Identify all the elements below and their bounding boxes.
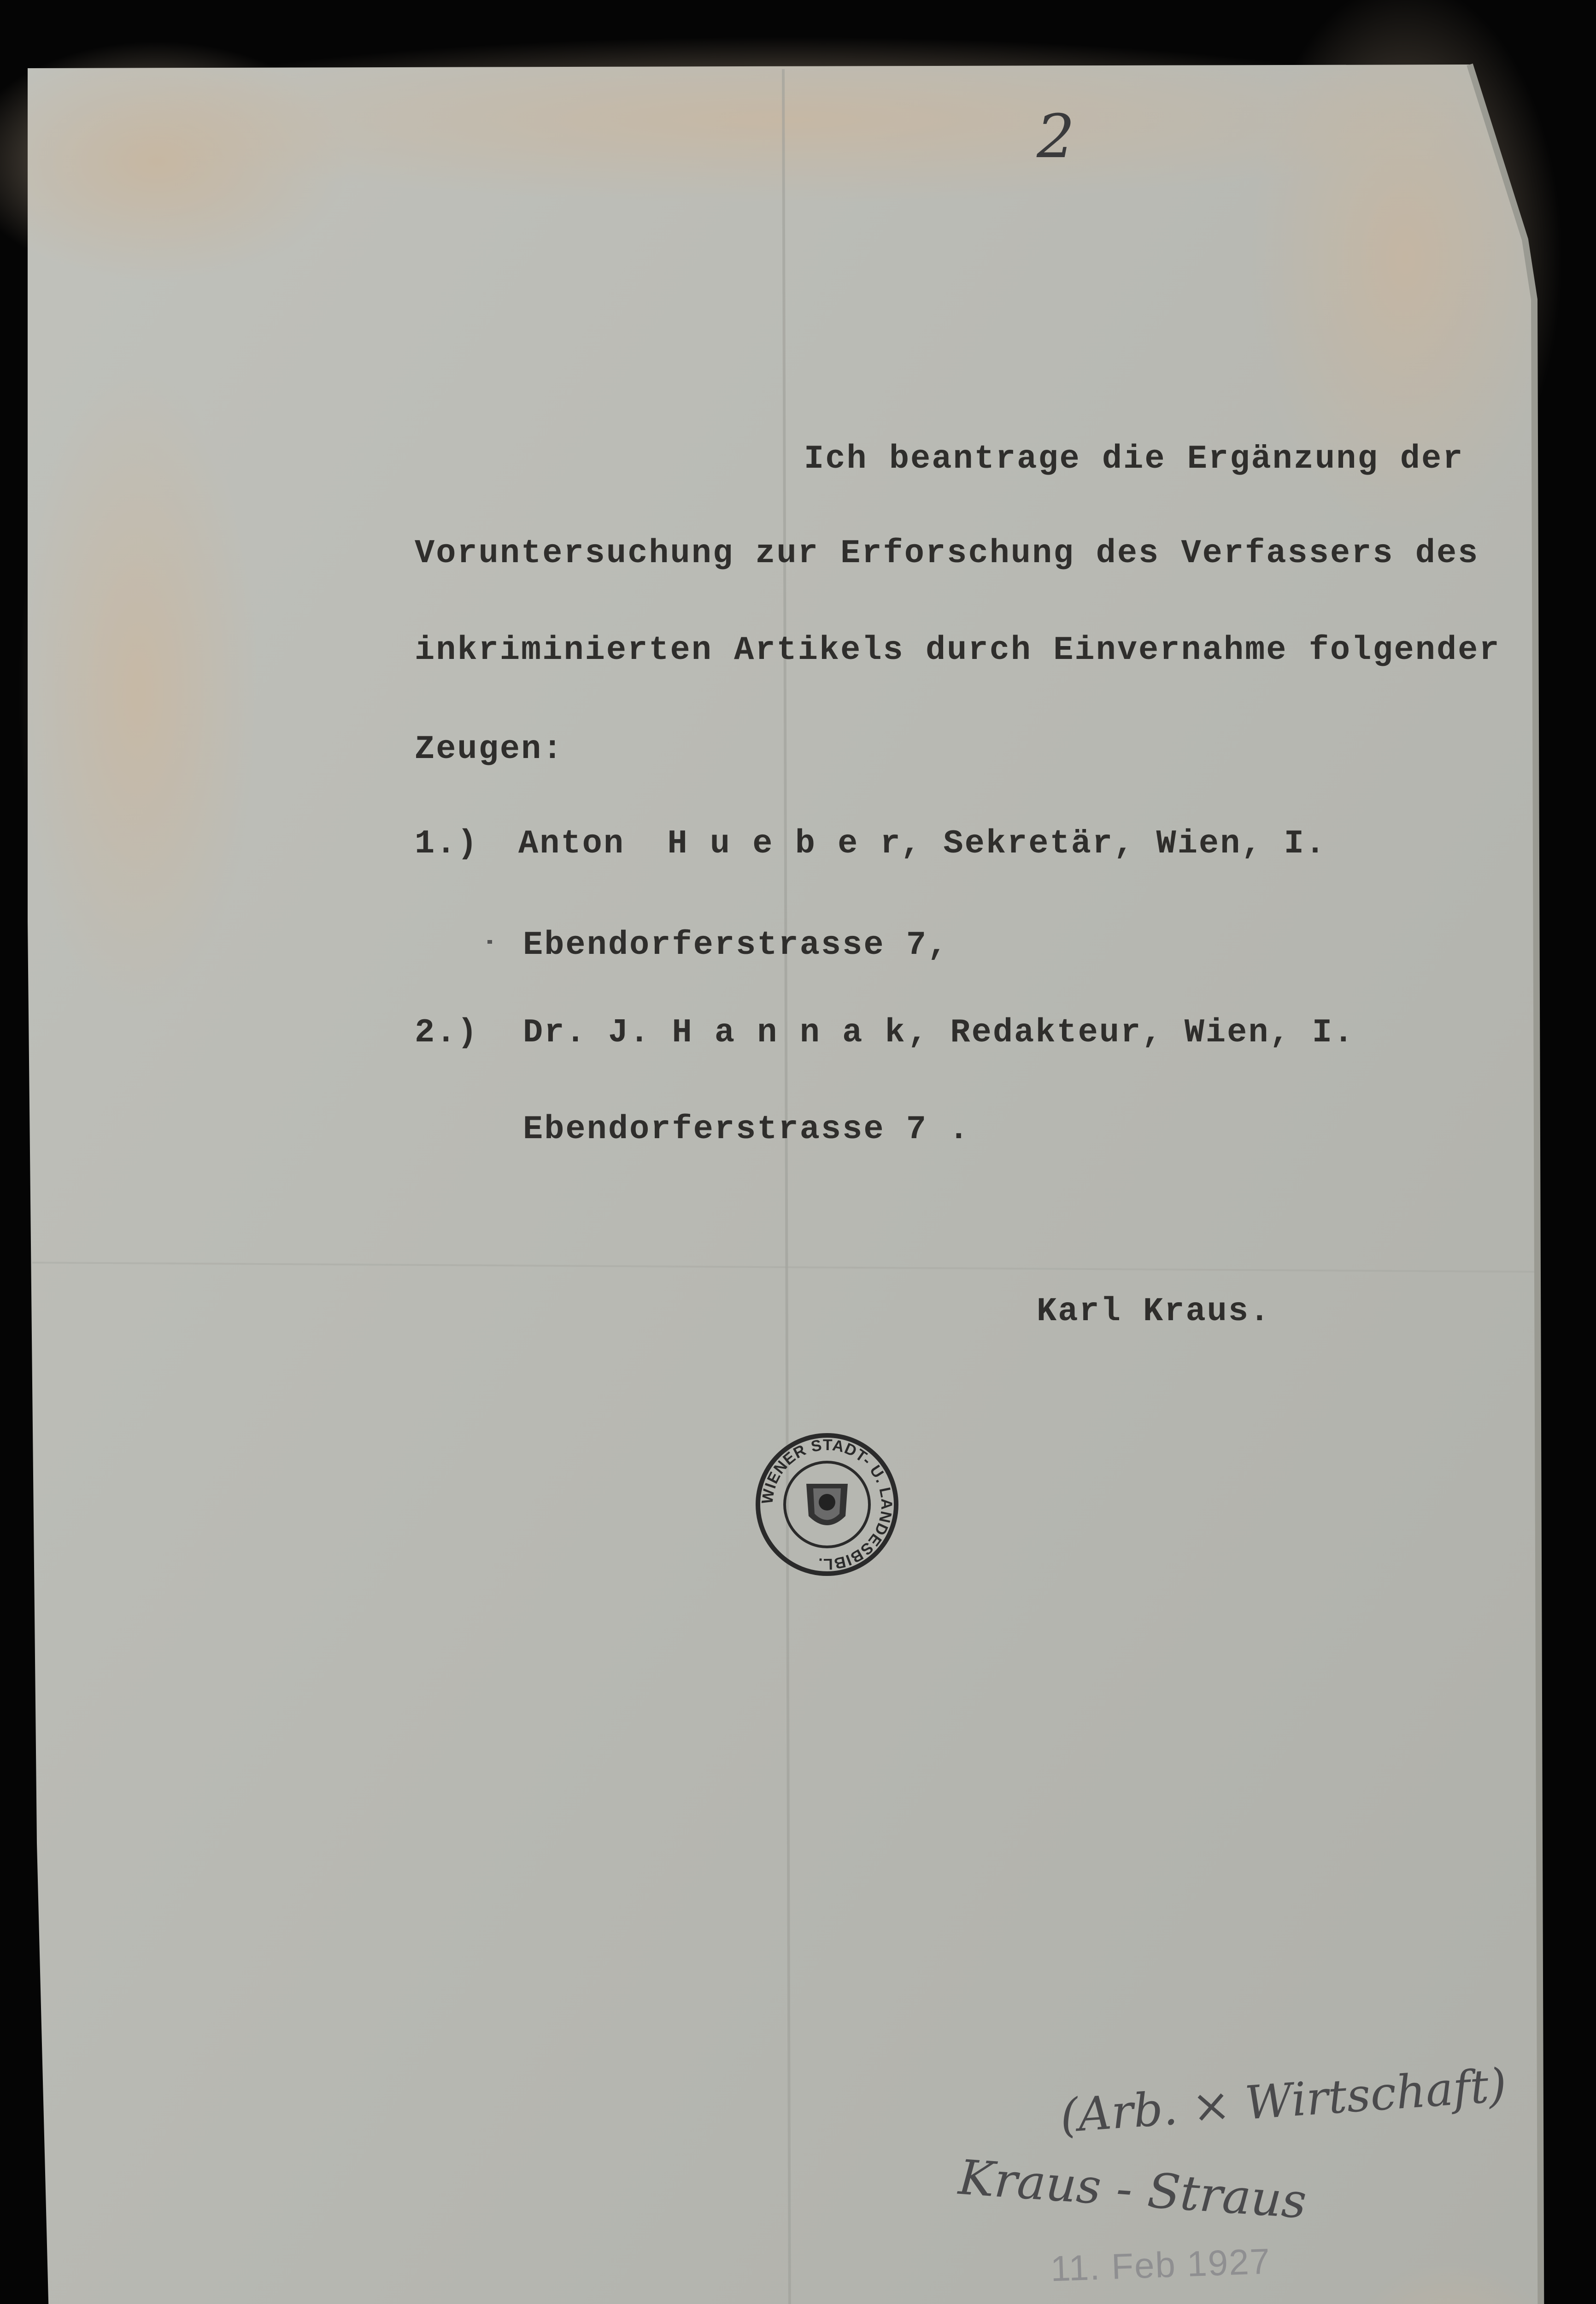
- witness-address: Ebendorferstrasse 7 .: [523, 1111, 970, 1148]
- ink-mark: [487, 940, 492, 944]
- witness-details: , Redakteur, Wien, I.: [908, 1014, 1355, 1052]
- body-line-3: inkriminierten Artikels durch Einvernahme folgender: [415, 631, 1501, 669]
- witness-number: 2.): [415, 1014, 479, 1052]
- handwritten-note-category: (Arb. × Wirtschaft): [1058, 2058, 1508, 2143]
- witness-name: Dr. J. H a n n a k: [523, 1014, 906, 1052]
- stamp-text: WIENER STADT- U. LANDESBIBL.: [758, 1436, 896, 1573]
- body-line-2: Voruntersuchung zur Erforschung des Verfassers des: [415, 535, 1479, 572]
- witness-details: , Sekretär, Wien, I.: [901, 825, 1327, 863]
- witness-number: 1.): [415, 825, 479, 863]
- body-line-1: Ich beantrage die Ergänzung der: [804, 440, 1464, 478]
- witness-name: Anton H u e b e r: [518, 825, 902, 863]
- handwritten-note-names: Kraus - Straus: [956, 2149, 1308, 2230]
- page-number: 2: [1037, 101, 1075, 171]
- witness-address: Ebendorferstrasse 7,: [523, 926, 949, 964]
- signature: Karl Kraus.: [1037, 1293, 1271, 1330]
- body-line-4: Zeugen:: [415, 730, 564, 768]
- library-stamp: [751, 1428, 903, 1581]
- coat-of-arms-icon: [806, 1484, 848, 1525]
- received-date-stamp: 11. Feb 1927: [1050, 2240, 1272, 2289]
